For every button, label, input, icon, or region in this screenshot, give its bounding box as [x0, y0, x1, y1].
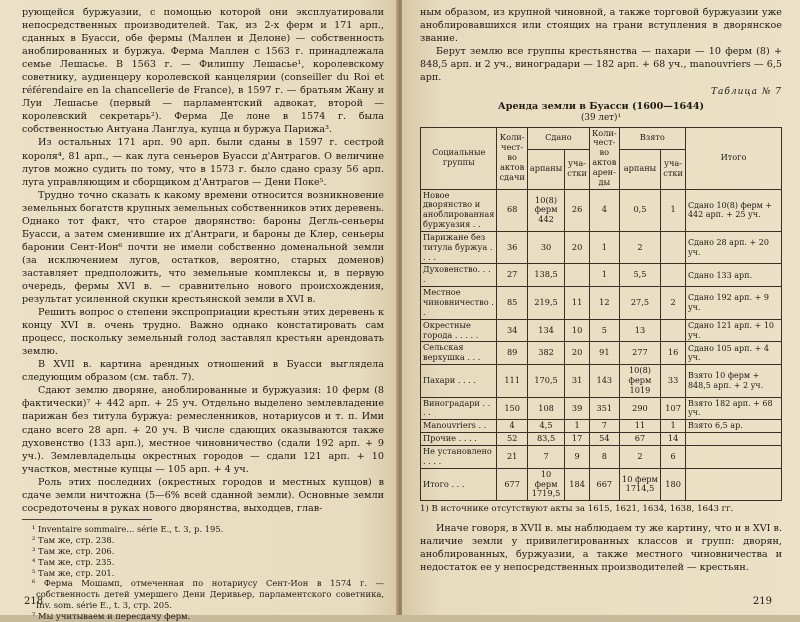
header-sdano: Сдано: [527, 127, 589, 149]
table-label: Таблица № 7: [711, 87, 782, 98]
cell-plots-taken: 14: [661, 433, 686, 446]
cell-plots-given: 39: [565, 397, 590, 420]
cell-arpans-given: 7: [527, 445, 564, 468]
cell-group: Не установлено . . . .: [421, 445, 497, 468]
table-row: [421, 264, 782, 287]
page-number-right: 219: [752, 596, 772, 608]
cell-total: Сдано 105 арп. + 4 уч.: [685, 342, 781, 365]
cell-count-given: 111: [497, 365, 527, 398]
cell-count-given: 27: [497, 264, 527, 287]
cell-total: Взято 182 арп. + 68 уч.: [685, 397, 781, 420]
cell-group: Парижане без титула буржуа . . . .: [421, 231, 497, 264]
table-totals-row: [421, 468, 782, 501]
cell-arpans-given: 138,5: [527, 264, 564, 287]
cell-arpans-taken: 290: [619, 397, 661, 420]
cell-plots-taken: 1: [661, 420, 686, 433]
cell-plots-given: 184: [565, 468, 590, 501]
header-groups: Социальные группы: [421, 127, 497, 189]
cell-plots-taken: 1: [661, 189, 686, 231]
footnote-rule: [22, 519, 152, 520]
cell-count-given: 4: [497, 420, 527, 433]
cell-plots-given: 20: [565, 231, 590, 264]
footnote: ³ Там же, стр. 206.: [32, 545, 115, 556]
cell-arpans-taken: 13: [619, 319, 661, 342]
cell-count-taken: 351: [589, 397, 619, 420]
header-plots-taken: уча-стки: [661, 149, 686, 189]
cell-total: Сдано 10(8) ферм + 442 арп. + 25 уч.: [685, 189, 781, 231]
cell-count-given: 89: [497, 342, 527, 365]
cell-count-taken: 12: [589, 287, 619, 320]
left-paragraph: Сдают землю дворяне, аноблированные и буржуазия: 10 ферм (8 фактически)⁷ + 442 арп. + 25 уч. Отдельно выделено землевладение парижан без титула буржуа: ремесленников, нотариусов и т. п. Ими сдано всего 28 арп. + 20 уч. В числе сдающих оказываются также духовенство (133 арп.), местное чиновничество (сдали 192 арп. + 9 уч.). Землевладельцы окрестных городов — сдали 121 арп. + 10 участков, местные купцы — 105 арп. + 4 уч.: [22, 385, 384, 475]
cell-count-taken: 91: [589, 342, 619, 365]
cell-group: Окрестные города . . . . .: [421, 319, 497, 342]
footnote: ⁷ Мы учитываем и пересдачу ферм.: [32, 611, 191, 622]
table-note: 1) В источнике отсутствуют акты за 1615, 1621, 1634, 1638, 1643 гг.: [420, 504, 734, 515]
cell-group: Итого . . .: [421, 468, 497, 501]
right-paragraph: ным образом, из крупной чиновной, а также торговой буржуазии уже аноблировавшихся или стоящих на грани вступления в дворянское звание.: [420, 7, 782, 45]
left-paragraph: Из остальных 171 арп. 90 арп. были сданы в 1597 г. сестрой короля⁴, 81 арп., — как луга сеньеров Буасси д'Антрагов. О величине лугов можно судить по тому, что в 1573 г. было сдано сразу 56 арп. луга управляющим и сборщиком д'Антрагов — Дени Поке⁵.: [22, 137, 384, 188]
left-paragraph: Решить вопрос о степени экспроприации крестьян этих деревень к концу XVI в. очень трудно. Важно однако констатировать сам процесс, поскольку земельный голод заставлял крестьян арендовать землю.: [22, 307, 384, 358]
table-row: [421, 319, 782, 342]
cell-arpans-given: 30: [527, 231, 564, 264]
cell-arpans-taken: 67: [619, 433, 661, 446]
cell-plots-given: 10: [565, 319, 590, 342]
header-arpans-taken: арпаны: [619, 149, 661, 189]
cell-arpans-taken: 5,5: [619, 264, 661, 287]
cell-arpans-given: 10 ферм 1719,5: [527, 468, 564, 501]
cell-arpans-given: 83,5: [527, 433, 564, 446]
left-paragraph: Роль этих последних (окрестных городов и местных купцов) в сдаче земли ничтожна (5—6% всей сданной земли). Основные земли сосредоточены в руках нового дворянства, выходцев, глав-: [22, 476, 384, 514]
cell-arpans-given: 134: [527, 319, 564, 342]
table-row: [421, 420, 782, 433]
table-row: [421, 445, 782, 468]
table-row: [421, 342, 782, 365]
cell-plots-taken: 2: [661, 287, 686, 320]
header-plots-given: уча-стки: [565, 149, 590, 189]
footnote: ⁴ Там же, стр. 235.: [32, 556, 115, 567]
cell-count-taken: 7: [589, 420, 619, 433]
footnote: ⁵ Там же, стр. 201.: [32, 567, 115, 578]
cell-group: Виноградари . . . .: [421, 397, 497, 420]
table-row: [421, 287, 782, 320]
cell-total: Сдано 28 арп. + 20 уч.: [685, 231, 781, 264]
cell-arpans-taken: 11: [619, 420, 661, 433]
cell-arpans-given: 170,5: [527, 365, 564, 398]
cell-arpans-taken: 10(8) ферм 1019: [619, 365, 661, 398]
footnote: ⁶ Ферма Мошамп, отмеченная по нотариусу Сент-Ион в 1574 г. — собственность детей умершего Дени Деривьер, парламентского советника, Inv. som. série E., t. 3, стр. 205.: [32, 578, 384, 611]
cell-plots-taken: 107: [661, 397, 686, 420]
cell-count-taken: 54: [589, 433, 619, 446]
cell-plots-given: 20: [565, 342, 590, 365]
cell-group: Прочие . . . .: [421, 433, 497, 446]
cell-total: Взято 10 ферм + 848,5 арп. + 2 уч.: [685, 365, 781, 398]
header-count-leases: Коли-чест-во актов арен-ды: [589, 127, 619, 189]
left-paragraph: Трудно точно сказать к какому времени относится возникновение земельных богатств крупных земельных собственников этих деревень. Однако тот факт, что старое дворянство: бароны Дегль-сеньеры Буасси, а затем сменившие их д'Антраги, и бароны де Клер, сеньеры баронии Сент-Ион⁶ почти не имели собственно доменальной земли (за исключением лугов, остатков, вероятно, старых доменов) заставляет предположить, что земельные комплексы и, в первую очередь, фермы XVI в. — сравнительно нового происхождения, результат усиленной скупки крестьянской земли в XVI в.: [22, 189, 384, 306]
left-page: [0, 0, 398, 622]
cell-plots-given: [565, 264, 590, 287]
cell-count-given: 21: [497, 445, 527, 468]
cell-arpans-taken: 2: [619, 231, 661, 264]
header-vzyato: Взято: [619, 127, 685, 149]
cell-plots-given: 31: [565, 365, 590, 398]
cell-plots-taken: [661, 231, 686, 264]
cell-arpans-given: 219,5: [527, 287, 564, 320]
cell-count-taken: 8: [589, 445, 619, 468]
header-itogo: Итого: [685, 127, 781, 189]
cell-plots-taken: [661, 264, 686, 287]
right-page: [402, 0, 800, 615]
table-row: [421, 231, 782, 264]
cell-count-given: 677: [497, 468, 527, 501]
cell-count-taken: 667: [589, 468, 619, 501]
header-arpans-given: арпаны: [527, 149, 564, 189]
cell-total: [685, 468, 781, 501]
left-page-body: [22, 6, 384, 515]
cell-arpans-given: 10(8) ферм 442: [527, 189, 564, 231]
table-row: [421, 365, 782, 398]
cell-count-given: 68: [497, 189, 527, 231]
cell-count-taken: 1: [589, 231, 619, 264]
cell-group: Новое дворянство и аноблированная буржуазия . .: [421, 189, 497, 231]
cell-group: Manouvriers . .: [421, 420, 497, 433]
cell-plots-taken: 6: [661, 445, 686, 468]
right-page-top-text: [420, 6, 782, 84]
cell-plots-taken: 16: [661, 342, 686, 365]
lease-table-body: [421, 189, 782, 501]
right-bottom-paragraph: Иначе говоря, в XVII в. мы наблюдаем ту же картину, что и в XVI в. наличие земли у привилегированных классов и групп: дворян, аноблированных, буржуазии, а также местного чиновничества и недостаток ее у непосредственных производителей — крестьян.: [420, 522, 782, 574]
cell-arpans-taken: 10 ферм 1714,5: [619, 468, 661, 501]
table-row: [421, 397, 782, 420]
cell-plots-given: 17: [565, 433, 590, 446]
cell-arpans-taken: 0,5: [619, 189, 661, 231]
cell-count-taken: 5: [589, 319, 619, 342]
page-number-left: 218: [24, 596, 44, 608]
cell-total: [685, 445, 781, 468]
cell-total: [685, 433, 781, 446]
table-row: [421, 433, 782, 446]
cell-plots-taken: 180: [661, 468, 686, 501]
cell-plots-given: 26: [565, 189, 590, 231]
header-count-lessors: Коли-чест-во актов сдачи: [497, 127, 527, 189]
cell-arpans-given: 4,5: [527, 420, 564, 433]
cell-arpans-taken: 277: [619, 342, 661, 365]
cell-group: Сельская верхушка . . .: [421, 342, 497, 365]
footnote: ¹ Inventaire sommaire... série E., t. 3, р. 195.: [32, 523, 224, 534]
cell-count-taken: 4: [589, 189, 619, 231]
right-paragraph: Берут землю все группы крестьянства — пахари — 10 ферм (8) + 848,5 арп. и 2 уч., виноградари — 182 арп. + 68 уч., manouvriers — 6,5 арп.: [420, 46, 782, 84]
table-title: Аренда земли в Буасси (1600—1644): [497, 100, 705, 112]
cell-count-given: 150: [497, 397, 527, 420]
cell-total: Сдано 133 арп.: [685, 264, 781, 287]
cell-arpans-taken: 27,5: [619, 287, 661, 320]
cell-group: Местное чиновничество . .: [421, 287, 497, 320]
cell-count-given: 34: [497, 319, 527, 342]
cell-count-taken: 143: [589, 365, 619, 398]
lease-table: [420, 127, 782, 502]
table-subtitle: (39 лет)¹: [580, 112, 622, 123]
cell-group: Духовенство. . . .: [421, 264, 497, 287]
left-paragraph: В XVII в. картина арендных отношений в Буасси выглядела следующим образом (см. табл. 7).: [22, 359, 384, 384]
left-paragraph: рующейся буржуазии, с помощью которой они эксплуатировали непосредственных производителей. Так, из 2-х ферм и 171 арп., сданных в Буасси, обе фермы (Маллен и Делоне) — собственность аноблированных и буржуа. Ферма Маллен с 1563 г. принадлежала семье Лешасье. В 1563 г. — Филиппу Лешасье¹, королевскому советнику, аудиенцеру королевской канцелярии (conseiller du Roi et référendaire en la chancellerie de France), в 1597 г. — братьям Жану и Луи Лешасье (первый — парламентский адвокат, второй — королевский секретарь²). Ферма Де лоне в 1574 г. была собственностью Антуана Ланглуа, купца и буржуа Парижа³.: [22, 7, 384, 136]
cell-total: Сдано 121 арп. + 10 уч.: [685, 319, 781, 342]
cell-group: Пахари . . . .: [421, 365, 497, 398]
footnote: ² Там же, стр. 238.: [32, 534, 115, 545]
left-footnotes: [22, 524, 384, 622]
cell-plots-given: 1: [565, 420, 590, 433]
cell-count-given: 52: [497, 433, 527, 446]
cell-total: Сдано 192 арп. + 9 уч.: [685, 287, 781, 320]
cell-total: Взято 6,5 ар.: [685, 420, 781, 433]
cell-plots-taken: 33: [661, 365, 686, 398]
cell-plots-given: 9: [565, 445, 590, 468]
cell-plots-given: 11: [565, 287, 590, 320]
cell-plots-taken: [661, 319, 686, 342]
cell-arpans-given: 108: [527, 397, 564, 420]
cell-count-given: 85: [497, 287, 527, 320]
cell-arpans-given: 382: [527, 342, 564, 365]
cell-arpans-taken: 2: [619, 445, 661, 468]
cell-count-given: 36: [497, 231, 527, 264]
cell-count-taken: 1: [589, 264, 619, 287]
table-row: [421, 189, 782, 231]
